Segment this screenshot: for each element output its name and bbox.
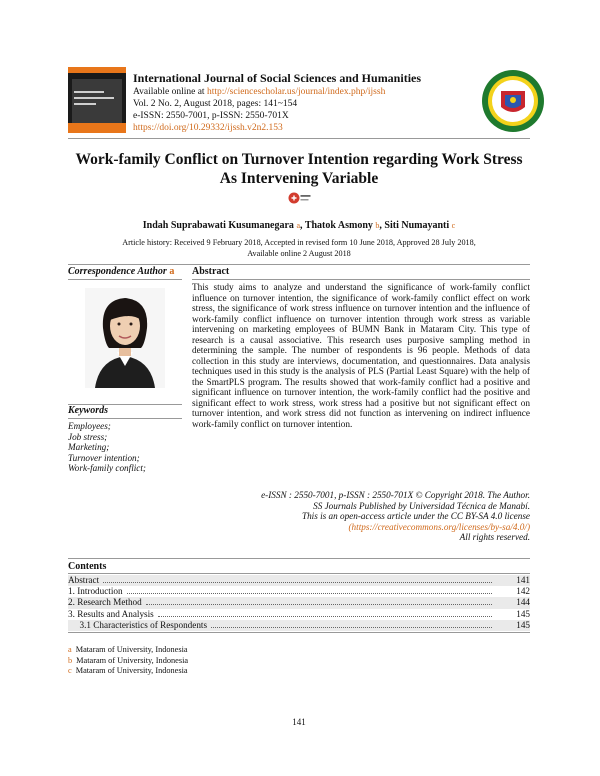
toc-entry-label: 2. Research Method — [68, 597, 142, 608]
toc-leader — [103, 582, 492, 583]
toc-leader — [158, 616, 492, 617]
article-history — [68, 237, 530, 259]
affiliation-note — [68, 645, 188, 656]
toc-entry-research-method[interactable] — [68, 597, 530, 608]
volume-line: Vol. 2 No. 2, August 2018, pages: 141~154 — [133, 99, 298, 109]
section-divider — [68, 573, 530, 574]
affiliation-mark: a — [68, 645, 72, 654]
abstract-body: This study aims to analyze and understand the significance of work-family conflict influence on turnover intention, the significance of work-family conflict effect on work stress, the significance of work stress influence on turnover intention and the influence of work-family conflict influence on turnover intention through work stress as variable intervening on marketing employees of BUMN Bank in Mataram City. This type of research is a causal associative. This research uses purposive sampling method in determining the sample. The number of respondents is 96 people. Methods of data collection in this study are interviews, documentation, and questionnaires. Data analysis techniques used in this study is the analysis of PLS (Partial Least Square) with the help of the SmartPLS program. The results showed that work-family conflict had a positive and significant influence on turnover intention, the work-family conflict had the positive and significant effect to work stress, work stress had a positive but not significant effect on turnover intention, and work stress did not function as intervening on indirect influence work-family conflict on turnover intention. — [192, 283, 530, 430]
doi-link[interactable]: https://doi.org/10.29332/ijssh.v2n2.153 — [133, 123, 283, 133]
toc-entry-page: 142 — [516, 586, 530, 597]
keyword-item: Marketing; — [68, 442, 110, 452]
affiliation-text: Mataram of University, Indonesia — [75, 645, 188, 654]
affiliation-mark: c — [68, 666, 72, 675]
section-divider — [68, 632, 530, 633]
toc-entry-introduction[interactable] — [68, 586, 530, 597]
author-photo — [85, 288, 165, 388]
license-cc-line: This is an open-access article under the CC BY-SA 4.0 license — [301, 511, 530, 521]
availability-line — [133, 87, 385, 97]
toc-entry-results[interactable] — [68, 609, 530, 620]
affiliation-notes — [68, 645, 188, 677]
toc-entry-page: 141 — [516, 575, 530, 585]
contents-heading: Contents — [68, 561, 107, 572]
toc-entry-label: 1. Introduction — [68, 586, 123, 597]
author-name: Indah Suprabawati Kusumanegara — [142, 220, 294, 231]
toc-leader — [127, 593, 492, 594]
toc-entry-label: Abstract — [68, 575, 100, 585]
author-affiliation-mark: a — [296, 221, 300, 230]
toc-entry-page: 144 — [516, 597, 530, 608]
keywords-list — [68, 421, 146, 474]
section-divider — [192, 279, 530, 280]
keyword-item: Work-family conflict; — [68, 463, 146, 473]
affiliation-text: Mataram of University, Indonesia — [75, 666, 188, 675]
abstract-heading: Abstract — [192, 266, 230, 277]
toc-entry-abstract[interactable] — [68, 575, 530, 586]
article-title: Work-family Conflict on Turnover Intention regarding Work Stress As Intervening Variable — [75, 151, 523, 187]
correspondence-mark: a — [169, 266, 175, 277]
license-block — [192, 490, 530, 543]
affiliation-note — [68, 666, 188, 677]
correspondence-label: Correspondence Author — [68, 266, 167, 277]
affiliation-text: Mataram of University, Indonesia — [76, 655, 189, 665]
section-divider — [68, 418, 182, 419]
toc-entry-respondents[interactable] — [68, 620, 530, 631]
journal-url-link[interactable]: http://sciencescholar.us/journal/index.php/ijssh — [206, 87, 386, 97]
article-history-line: Article history: Received 9 February 2018, Accepted in revised form 10 June 2018, Approved 28 July 2018, — [122, 238, 476, 247]
article-history-line: Available online 2 August 2018 — [247, 249, 351, 258]
toc-entry-label: 3.1 Characteristics of Respondents — [68, 619, 208, 630]
keyword-item: Turnover intention; — [68, 452, 140, 463]
keyword-item: Job stress; — [68, 431, 108, 442]
journal-cover-thumbnail — [68, 67, 126, 133]
page-number: 141 — [292, 717, 306, 727]
toc-leader — [211, 627, 492, 628]
section-divider — [68, 558, 530, 559]
affiliation-mark: b — [68, 655, 73, 665]
license-copyright-line: e-ISSN : 2550-7001, p-ISSN : 2550-701X © Copyright 2018. The Author. — [261, 490, 530, 500]
keywords-heading: Keywords — [68, 405, 108, 416]
table-of-contents — [68, 575, 530, 631]
author-name: Thatok Asmony — [304, 220, 373, 231]
section-divider — [68, 264, 530, 265]
crossmark-icon[interactable] — [288, 190, 312, 208]
university-seal-logo — [481, 69, 545, 133]
toc-entry-page: 145 — [516, 608, 530, 619]
section-divider — [68, 279, 182, 280]
journal-title: International Journal of Social Sciences and Humanities — [133, 71, 422, 85]
author-affiliation-mark: c — [451, 221, 456, 230]
toc-entry-label: 3. Results and Analysis — [68, 608, 154, 619]
issn-line: e-ISSN: 2550-7001, p-ISSN: 2550-701X — [133, 111, 289, 121]
author-affiliation-mark: b — [375, 221, 380, 230]
correspondence-heading — [68, 266, 174, 277]
toc-entry-page: 145 — [516, 619, 530, 630]
license-publisher-line: SS Journals Published by Universidad Técnica de Manabí. — [313, 500, 530, 511]
affiliation-note — [68, 656, 188, 667]
toc-leader — [146, 604, 492, 605]
author-name: Siti Numayanti — [384, 220, 450, 231]
author-list: Indah Suprabawati Kusumanegara a, Thatok Asmony b, Siti Numayanti c — [142, 220, 456, 231]
header-divider — [68, 138, 530, 139]
license-rights-line: All rights reserved. — [459, 532, 530, 542]
availability-prefix: Available online at — [133, 87, 207, 97]
license-url-link[interactable]: (https://creativecommons.org/licenses/by-sa/4.0/) — [348, 521, 530, 532]
keyword-item: Employees; — [68, 421, 111, 431]
